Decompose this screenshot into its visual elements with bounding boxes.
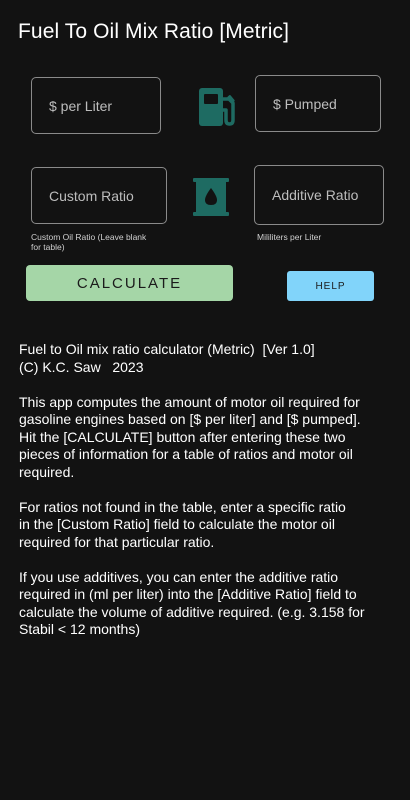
custom-ratio-helper-line2: for table) [31,242,65,252]
calculate-button[interactable]: CALCULATE [26,265,233,301]
custom-ratio-field[interactable] [31,167,167,224]
info-p3-line: If you use additives, you can enter the additive ratio [19,568,339,585]
info-p2-line: in the [Custom Ratio] field to calculate the motor oil [19,516,335,532]
fuel-pump-icon [197,86,239,133]
info-p1-line: Hit the [CALCULATE] button after entering these two [19,428,346,445]
custom-ratio-helper [31,232,146,252]
additive-ratio-input[interactable] [272,187,383,203]
info-header-line2: (C) K.C. Saw 2023 [19,358,144,375]
info-p3-line: calculate the volume of additive required. (e.g. 3.158 for [19,603,365,620]
info-header-line1: Fuel to Oil mix ratio calculator (Metric) [Ver 1.0] [19,341,315,357]
pumped-field[interactable] [255,75,381,132]
info-paragraph-1 [19,394,397,482]
per-liter-input[interactable] [49,98,160,114]
info-p1-line: This app computes the amount of motor oil required for [19,393,360,410]
info-text [19,341,397,656]
info-p1-line: gasoline engines based on [$ per liter] and [$ pumped]. [19,411,361,427]
info-p2-line: required for that particular ratio. [19,533,215,550]
info-header [19,341,397,376]
info-p1-line: pieces of information for a table of ratios and motor oil [19,446,353,462]
additive-ratio-helper: Mililiters per Liter [257,232,322,242]
help-button[interactable]: HELP [287,271,374,301]
info-p3-line: required in (ml per liter) into the [Additive Ratio] field to [19,586,357,602]
custom-ratio-input[interactable] [49,188,166,204]
additive-ratio-field[interactable] [254,165,384,225]
oil-barrel-icon [193,178,229,221]
info-p3-line: Stabil < 12 months) [19,621,141,637]
per-liter-field[interactable] [31,77,161,134]
info-paragraph-2 [19,499,397,552]
info-paragraph-3 [19,569,397,639]
info-p2-line: For ratios not found in the table, enter a specific ratio [19,498,346,515]
info-p1-line: required. [19,463,75,480]
pumped-input[interactable] [273,96,380,112]
app-title: Fuel To Oil Mix Ratio [Metric] [18,20,290,43]
custom-ratio-helper-line1: Custom Oil Ratio (Leave blank [31,232,147,242]
